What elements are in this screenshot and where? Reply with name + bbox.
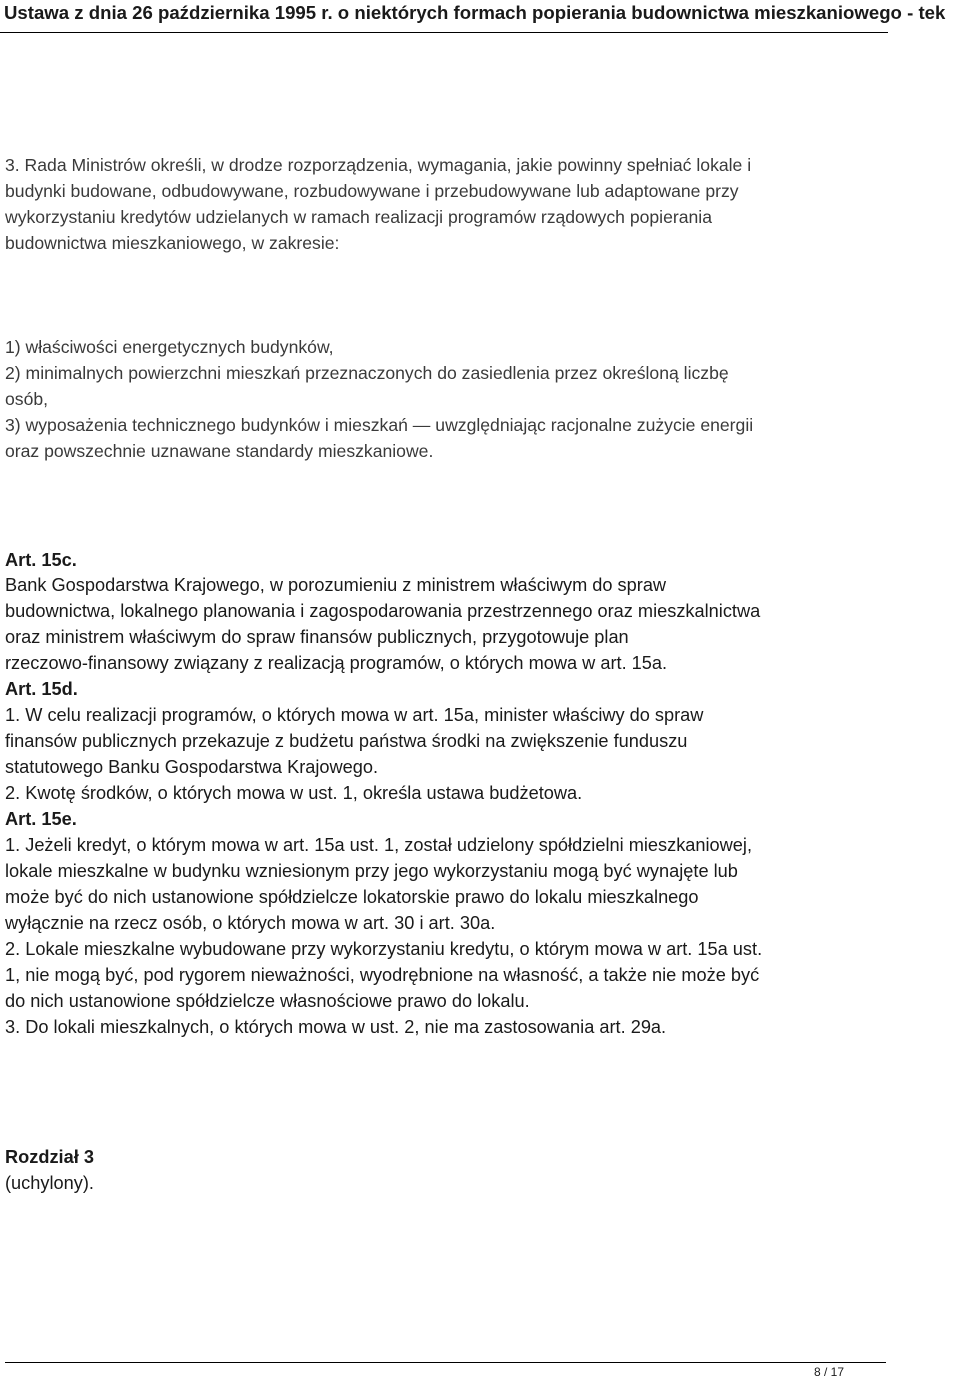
- text-line: do nich ustanowione spółdzielcze własnościowe prawo do lokalu.: [5, 991, 530, 1011]
- text-line: 1, nie mogą być, pod rygorem nieważności, wyodrębnione na własność, a także nie może być: [5, 965, 760, 985]
- text-line: oraz powszechnie uznawane standardy mieszkaniowe.: [5, 441, 434, 461]
- text-line: może być do nich ustanowione spółdzielcze lokatorskie prawo do lokalu mieszkalnego: [5, 887, 699, 907]
- header-divider: [0, 32, 888, 33]
- article-heading-15d: Art. 15d.: [5, 679, 78, 699]
- text-line: Bank Gospodarstwa Krajowego, w porozumieniu z ministrem właściwym do spraw: [5, 575, 667, 595]
- text-line: budynki budowane, odbudowywane, rozbudowywane i przebudowywane lub adaptowane przy: [5, 181, 739, 201]
- text-line: 2) minimalnych powierzchni mieszkań przeznaczonych do zasiedlenia przez określoną liczbę: [5, 363, 729, 383]
- document-header: [0, 0, 960, 36]
- text-line: wykorzystaniu kredytów udzielanych w ramach realizacji programów rządowych popierania: [5, 207, 712, 227]
- page-number: 8 / 17: [814, 1365, 845, 1379]
- text-line: 1. W celu realizacji programów, o których mowa w art. 15a, minister właściwy do spraw: [5, 705, 704, 725]
- footer-divider: [5, 1362, 886, 1363]
- text-line: rzeczowo-finansowy związany z realizacją programów, o których mowa w art. 15a.: [5, 653, 668, 673]
- text-line: finansów publicznych przekazuje z budżetu państwa środki na zwiększenie funduszu: [5, 731, 688, 751]
- text-line: budownictwa mieszkaniowego, w zakresie:: [5, 233, 340, 253]
- chapter-heading: Rozdział 3: [5, 1147, 94, 1167]
- text-line: oraz ministrem właściwym do spraw finansów publicznych, przygotowuje plan: [5, 627, 629, 647]
- text-line: 3. Rada Ministrów określi, w drodze rozporządzenia, wymagania, jakie powinny spełniać lokale i: [5, 155, 752, 175]
- text-line: statutowego Banku Gospodarstwa Krajowego.: [5, 757, 379, 777]
- document-title: Ustawa z dnia 26 października 1995 r. o niektórych formach popierania budownictwa mieszkaniowego - tek: [4, 2, 946, 23]
- text-line: 1) właściwości energetycznych budynków,: [5, 337, 334, 357]
- text-line: budownictwa, lokalnego planowania i zagospodarowania przestrzennego oraz mieszkalnictwa: [5, 601, 761, 621]
- text-line: 2. Kwotę środków, o których mowa w ust. 1, określa ustawa budżetowa.: [5, 783, 583, 803]
- text-line: 3. Do lokali mieszkalnych, o których mowa w ust. 2, nie ma zastosowania art. 29a.: [5, 1017, 667, 1037]
- chapter-note: (uchylony).: [5, 1173, 94, 1193]
- text-line: osób,: [5, 389, 49, 409]
- article-heading-15c: Art. 15c.: [5, 550, 77, 570]
- text-line: lokale mieszkalne w budynku wzniesionym przy jego wykorzystaniu mogą być wynajęte lub: [5, 861, 738, 881]
- text-line: 2. Lokale mieszkalne wybudowane przy wykorzystaniu kredytu, o którym mowa w art. 15a ust.: [5, 939, 763, 959]
- article-heading-15e: Art. 15e.: [5, 809, 77, 829]
- text-line: 3) wyposażenia technicznego budynków i mieszkań — uwzględniając racjonalne zużycie energii: [5, 415, 754, 435]
- text-line: 1. Jeżeli kredyt, o którym mowa w art. 15a ust. 1, został udzielony spółdzielni mieszkaniowej,: [5, 835, 753, 855]
- text-line: wyłącznie na rzecz osób, o których mowa w art. 30 i art. 30a.: [5, 913, 496, 933]
